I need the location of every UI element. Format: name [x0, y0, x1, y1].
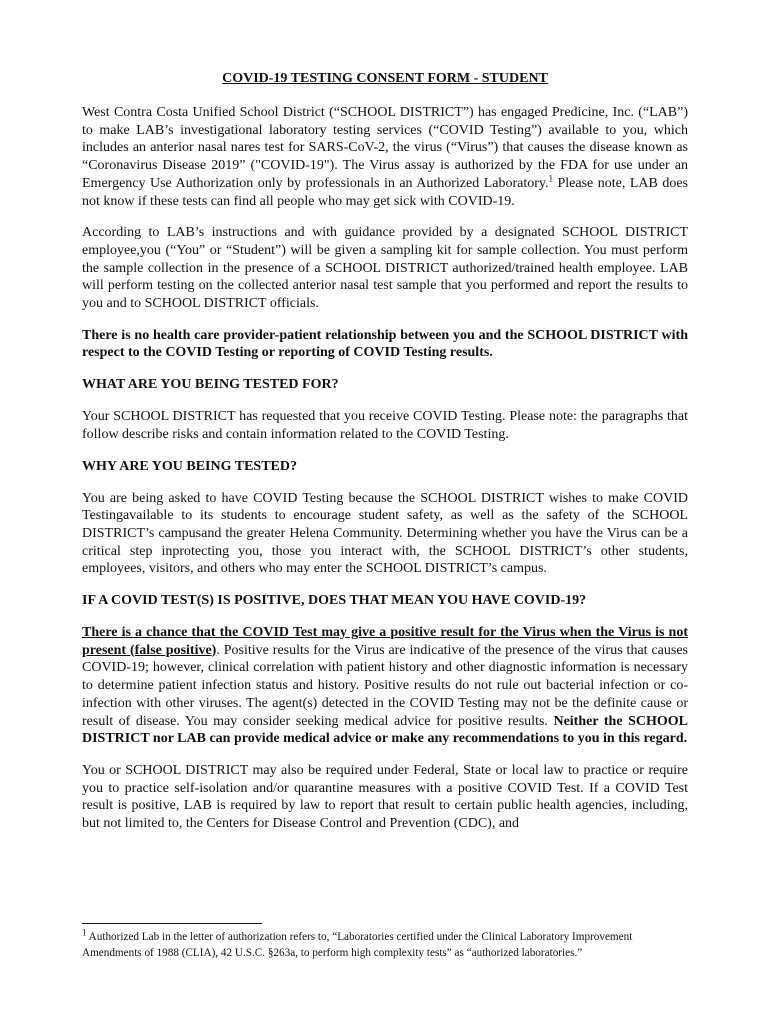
what-tested-paragraph: Your SCHOOL DISTRICT has requested that you receive COVID Testing. Please note: the paragraphs that follow describe risks and contain information related to the COVID Testing.	[82, 409, 688, 442]
positive-result-text: . Positive results for the Virus are indicative of the presence of the virus that causes COVID-19; however, clinical correlation with patient history and other diagnostic information is necessary to determine patient infection status and history. Positive results do not rule out bacterial infection or co-infection with other viruses. The agent(s) detected in the COVID Testing may not be the definite cause or result of disease. You may consider seeking medical advice for positive results.	[82, 642, 689, 729]
intro-text-continued: Please note, LAB does not know if these tests can find all people who may get sick with COVID-19.	[82, 175, 688, 209]
footnote-reference: 1	[548, 173, 554, 184]
section-heading-why-tested: WHY ARE YOU BEING TESTED?	[82, 458, 297, 474]
positive-result-paragraph	[82, 624, 688, 748]
section-heading-what-tested: WHAT ARE YOU BEING TESTED FOR?	[82, 377, 339, 393]
why-tested-paragraph: You are being asked to have COVID Testing because the SCHOOL DISTRICT wishes to make COVID Testingavailable to its students to encourage student safety, as well as the safety of the SCHOOL DISTRICT’s campusand the greater Helena Community. Determining whether you have the Virus can be a critical step inprotecting you, those you interact with, the SCHOOL DISTRICT’s other students, employees, visitors, and others who may enter the SCHOOL DISTRICT’s campus.	[82, 490, 688, 577]
footnote-divider	[82, 923, 262, 924]
footnote	[82, 927, 642, 961]
reporting-paragraph: You or SCHOOL DISTRICT may also be required under Federal, State or local law to practice or require you to practice self-isolation and/or quarantine measures with a positive COVID Test. If a COVID Test result is positive, LAB is required by law to report that result to certain public health agencies, including, but not limited to, the Centers for Disease Control and Prevention (CDC), and	[82, 762, 688, 832]
section-heading-positive-result: IF A COVID TEST(S) IS POSITIVE, DOES THAT MEAN YOU HAVE COVID-19?	[82, 593, 587, 609]
intro-text: West Contra Costa Unified School District (“SCHOOL DISTRICT”) has engaged Predicine, Inc. (“LAB”) to make LAB’s investigational laboratory testing services (“COVID Testing”) available to you, which includes an anterior nasal nares test for SARS-CoV-2, the virus (“Virus”) that causes the disease known as “Coronavirus Disease 2019” ("COVID-19"). The Virus assay is authorized by the FDA for use under an Emergency Use Authorization only by professionals in an Authorized Laboratory.	[82, 105, 688, 191]
no-relationship-notice: There is no health care provider-patient relationship between you and the SCHOOL DISTRICT with respect to the COVID Testing or reporting of COVID Testing results.	[82, 327, 688, 361]
sampling-paragraph: According to LAB’s instructions and with guidance provided by a designated SCHOOL DISTRICT employee,you (“You” or “Student”) will be given a sampling kit for sample collection. You must perform the sample collection in the presence of a SCHOOL DISTRICT authorized/trained health employee. LAB will perform testing on the collected anterior nasal test sample that you performed and report the results to you and to SCHOOL DISTRICT officials.	[82, 225, 688, 312]
document-body	[82, 70, 688, 847]
false-positive-warning: There is a chance that the COVID Test may give a positive result for the Virus when the Virus is not present (false positive)	[82, 625, 688, 658]
intro-paragraph	[82, 104, 688, 210]
form-title: COVID-19 TESTING CONSENT FORM - STUDENT	[222, 71, 548, 86]
no-medical-advice-notice: Neither the SCHOOL DISTRICT nor LAB can provide medical advice or make any recommendations to you in this regard.	[82, 713, 688, 747]
footnote-number: 1	[82, 927, 87, 938]
footnote-text: Authorized Lab in the letter of authorization refers to, “Laboratories certified under the Clinical Laboratory Improvement Amendments of 1988 (CLIA), 42 U.S.C. §263a, to perform high complexity tests” as “authorized laboratories.”	[82, 931, 633, 959]
